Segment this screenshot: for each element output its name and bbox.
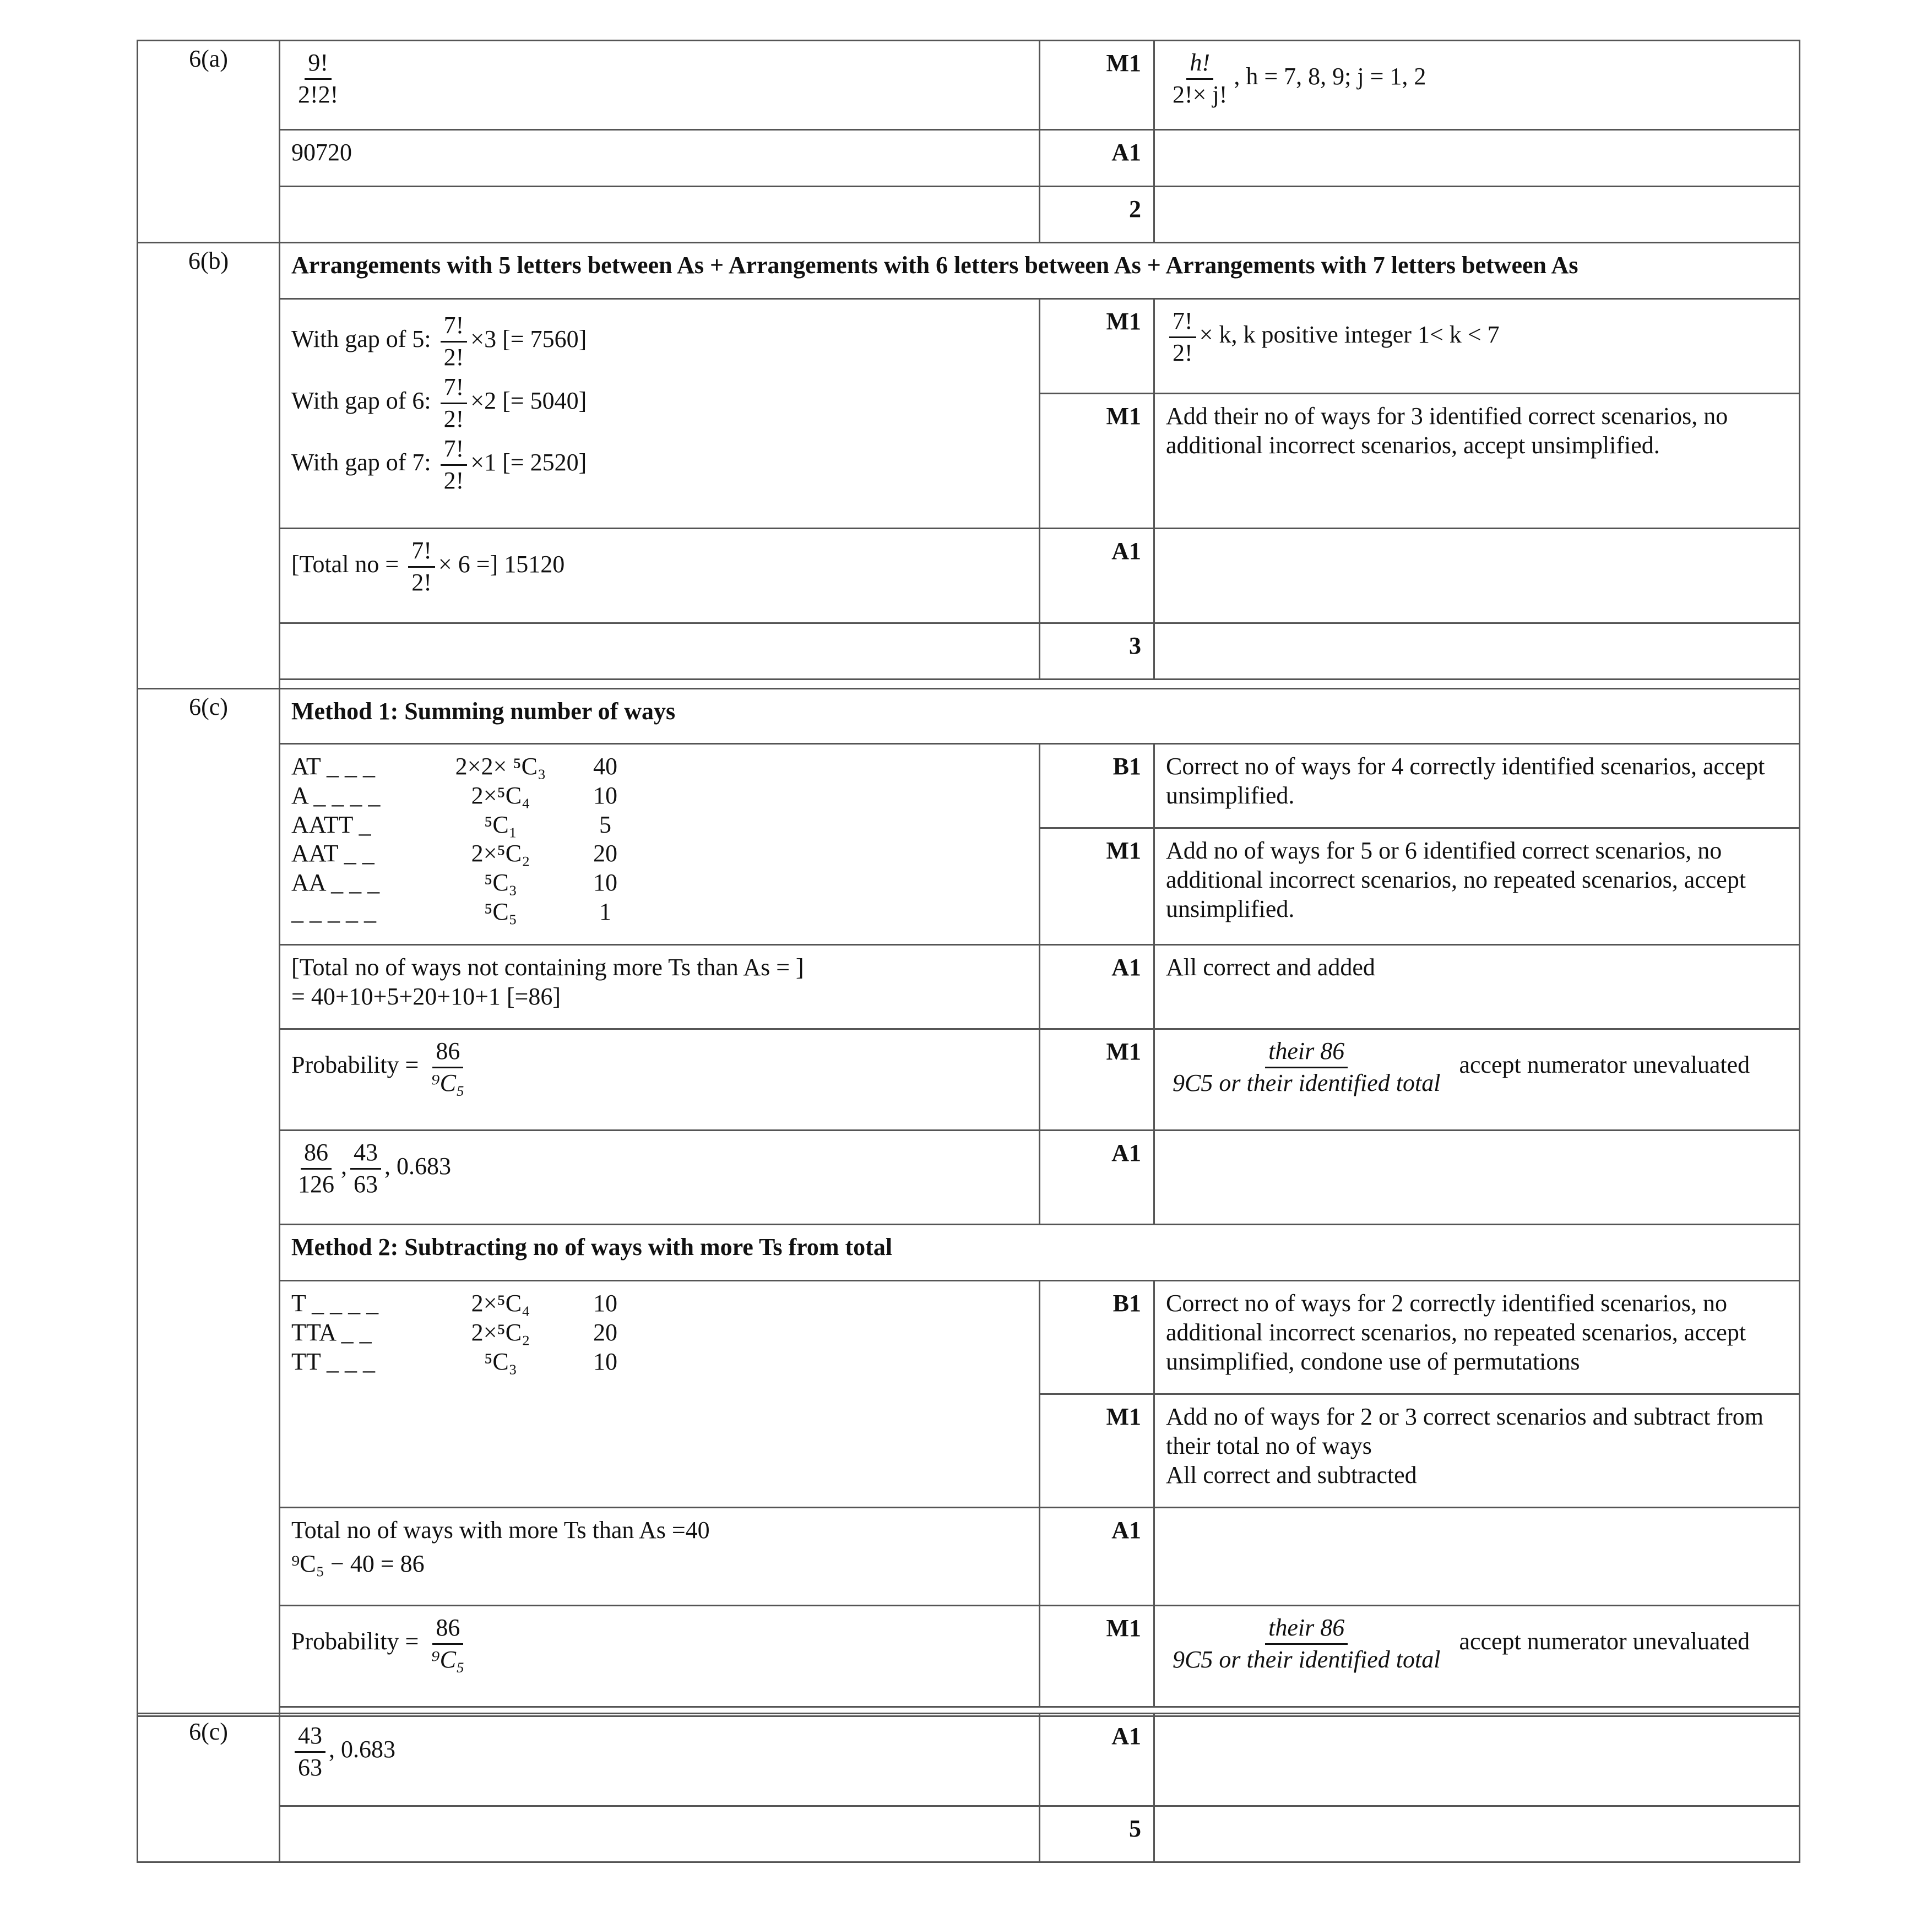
fraction: $\frac{h!}{2!\times j!}$ <box>1173 49 1228 108</box>
guidance-cell <box>1154 130 1800 187</box>
answer-cell <box>280 41 1040 130</box>
guidance-cell: Add no of ways for 2 or 3 correct scenarios and subtract from their total no of ways All correct and subtracted <box>1154 1394 1800 1508</box>
mark-code: M1 <box>1040 1394 1154 1508</box>
guidance-cell: Correct no of ways for 2 correctly identified scenarios, no additional incorrect scenarios, no repeated scenarios, accept unsimplified, condone use of permutations <box>1154 1281 1800 1394</box>
total-marks: 5 <box>1040 1806 1154 1862</box>
answer-cell: [Total no of ways not containing more Ts than As = ] = 40+10+5+20+10+1 [=86] <box>280 945 1040 1029</box>
mark-code: A1 <box>1040 945 1154 1029</box>
mark-code: A1 <box>1040 1131 1154 1225</box>
question-label: 6(c) <box>138 1714 280 1862</box>
section-heading: Method 2: Subtracting no of ways with more Ts from total <box>280 1225 1800 1281</box>
question-label: 6(b) <box>138 243 280 689</box>
mark-code: A1 <box>1040 529 1154 623</box>
answer-cell: Probability = $\frac{86}{\text{⁹C₅}}$ <box>280 1029 1040 1131</box>
mark-code: B1 <box>1040 1281 1154 1394</box>
scenario-list: T _ _ _ _ 2×⁵C₄ 10 TTA _ _ 2×⁵C₂ 20 TT _ _ _ ⁵C₃ 10 <box>280 1281 1040 1508</box>
mark-code: A1 <box>1040 130 1154 187</box>
mark-scheme-table-continued <box>137 1713 1800 1863</box>
answer-cell: 90720 <box>280 130 1040 187</box>
guidance-cell: $\frac{\text{their 86}}{\text{9C5 or their identified total}}$ accept numerator unevaluated <box>1154 1029 1800 1131</box>
section-divider <box>280 680 1800 689</box>
mark-code: M1 <box>1040 299 1154 394</box>
total-marks: 3 <box>1040 623 1154 680</box>
guidance-cell: $\frac{\text{their 86}}{\text{9C5 or their identified total}}$ accept numerator unevaluated <box>1154 1606 1800 1707</box>
guidance-cell: Correct no of ways for 4 correctly identified scenarios, accept unsimplified. <box>1154 744 1800 828</box>
section-heading: Method 1: Summing number of ways <box>280 689 1800 744</box>
answer-cell: [Total no = $\frac{7!}{2!}$ × 6 =] 15120 <box>280 529 1040 623</box>
answer-cell: $\frac{43}{63}$ , 0.683 <box>280 1714 1040 1806</box>
mark-code: M1 <box>1040 1606 1154 1707</box>
mark-code: B1 <box>1040 744 1154 828</box>
guidance-cell: Add their no of ways for 3 identified correct scenarios, no additional incorrect scenarios, accept unsimplified. <box>1154 394 1800 529</box>
question-label: 6(a) <box>138 41 280 243</box>
answer-cell: Probability = $\frac{86}{\text{⁹C₅}}$ <box>280 1606 1040 1707</box>
answer-cell: With gap of 5: $\frac{7!}{2!}$ ×3 [= 7560] With gap of 6: $\frac{7!}{2!}$ ×2 [= 5040] With gap of 7: $\frac{7!}{2!}$ ×1 [= 2520] <box>280 299 1040 529</box>
answer-cell: $\frac{86}{126}$ , $\frac{43}{63}$ , 0.683 <box>280 1131 1040 1225</box>
section-heading: Arrangements with 5 letters between As + Arrangements with 6 letters between As + Arrangements with 7 letters between As <box>280 243 1800 299</box>
mark-code: M1 <box>1040 394 1154 529</box>
mark-code: A1 <box>1040 1508 1154 1606</box>
guidance-cell: $\frac{7!}{2!}$ × k, k positive integer 1< k < 7 <box>1154 299 1800 394</box>
guidance-cell: $\frac{h!}{2!\times j!}$ , h = 7, 8, 9; j = 1, 2 <box>1154 41 1800 130</box>
total-marks: 2 <box>1040 187 1154 243</box>
answer-cell: Total no of ways with more Ts than As =40 ⁹C₅ − 40 = 86 <box>280 1508 1040 1606</box>
mark-code: M1 <box>1040 41 1154 130</box>
fraction: $\frac{9!}{2!2!}$ <box>298 49 339 108</box>
scenario-list: AT _ _ _ 2×2× ⁵C₃ 40 A _ _ _ _ 2×⁵C₄ 10 AATT _ ⁵C₁ 5 AAT _ _ 2×⁵C₂ 20 AA _ _ _ ⁵C₃ 10 _ _ _ _ _ ⁵C₅ 1 <box>280 744 1040 945</box>
question-label: 6(c) <box>138 689 280 1716</box>
mark-code: M1 <box>1040 1029 1154 1131</box>
guidance-cell: Add no of ways for 5 or 6 identified correct scenarios, no additional incorrect scenarios, no repeated scenarios, accept unsimplified. <box>1154 828 1800 945</box>
mark-code: M1 <box>1040 828 1154 945</box>
guidance-cell: All correct and added <box>1154 945 1800 1029</box>
mark-code: A1 <box>1040 1714 1154 1806</box>
mark-scheme-table <box>137 40 1800 1717</box>
